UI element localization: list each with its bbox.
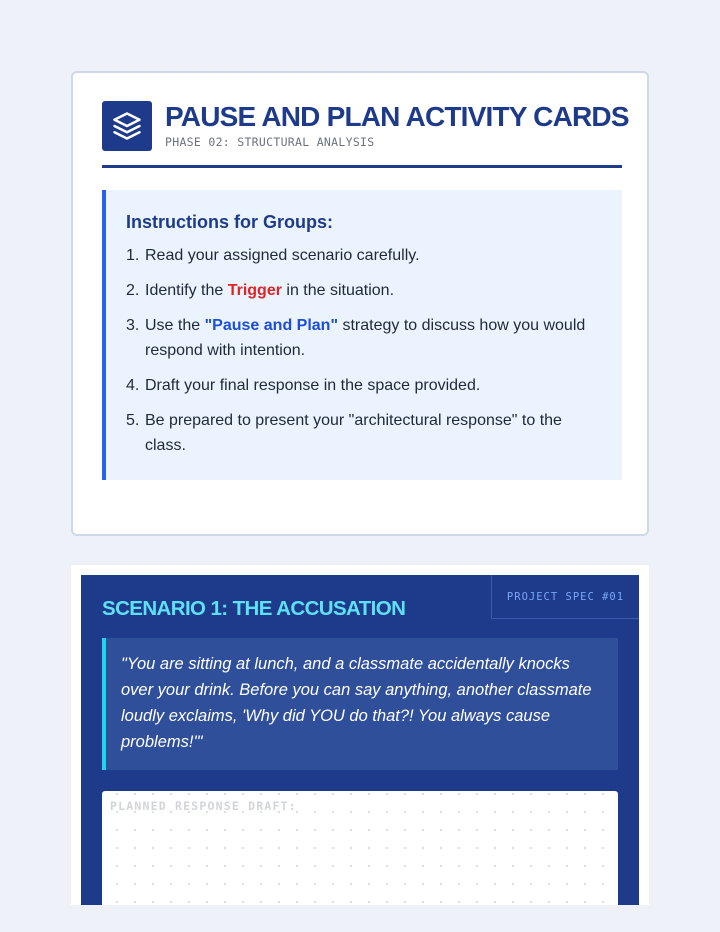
list-item-text-post: strategy to discuss how you would respond with intention. xyxy=(145,317,586,359)
list-item-text: Draft your final response in the space provided. xyxy=(145,377,481,394)
instructions-card xyxy=(71,71,649,536)
list-item xyxy=(126,278,600,303)
list-item xyxy=(126,243,600,268)
list-item-text: Be prepared to present your "architectural response" to the class. xyxy=(145,412,562,454)
draft-label: PLANNED RESPONSE DRAFT: xyxy=(110,799,297,813)
instructions-panel xyxy=(102,190,622,480)
list-item-number: 1. xyxy=(126,247,140,264)
page-subtitle: PHASE 02: STRUCTURAL ANALYSIS xyxy=(165,135,375,149)
list-item-number: 2. xyxy=(126,282,140,299)
list-item-text-post: in the situation. xyxy=(281,282,395,299)
card-header xyxy=(102,101,629,169)
list-item xyxy=(126,373,600,398)
list-item-text-pre: Use the xyxy=(145,317,205,334)
page-title: PAUSE AND PLAN ACTIVITY CARDS xyxy=(165,101,629,132)
instructions-heading: Instructions for Groups: xyxy=(126,212,333,232)
scenario-card xyxy=(71,565,649,905)
response-draft-area[interactable] xyxy=(102,791,618,905)
layers-icon xyxy=(102,101,152,151)
list-item-number: 5. xyxy=(126,412,140,429)
scenario-panel xyxy=(81,575,639,905)
strategy-highlight: "Pause and Plan" xyxy=(204,317,339,334)
trigger-highlight: Trigger xyxy=(227,282,282,299)
list-item xyxy=(126,313,600,363)
list-item-number: 4. xyxy=(126,377,140,394)
list-item-text-pre: Identify the xyxy=(145,282,228,299)
list-item-number: 3. xyxy=(126,317,140,334)
scenario-quote: "You are sitting at lunch, and a classmate accidentally knocks over your drink. Before you can say anything, another classmate loudly exclaims, 'Why did YOU do that?! You always cause problems!'" xyxy=(102,638,618,770)
list-item xyxy=(126,408,600,458)
list-item-text: Read your assigned scenario carefully. xyxy=(145,247,420,264)
scenario-title: SCENARIO 1: THE ACCUSATION xyxy=(102,597,406,620)
header-divider xyxy=(102,165,622,168)
instructions-list xyxy=(126,243,600,458)
project-spec-tag: PROJECT SPEC #01 xyxy=(491,575,639,619)
